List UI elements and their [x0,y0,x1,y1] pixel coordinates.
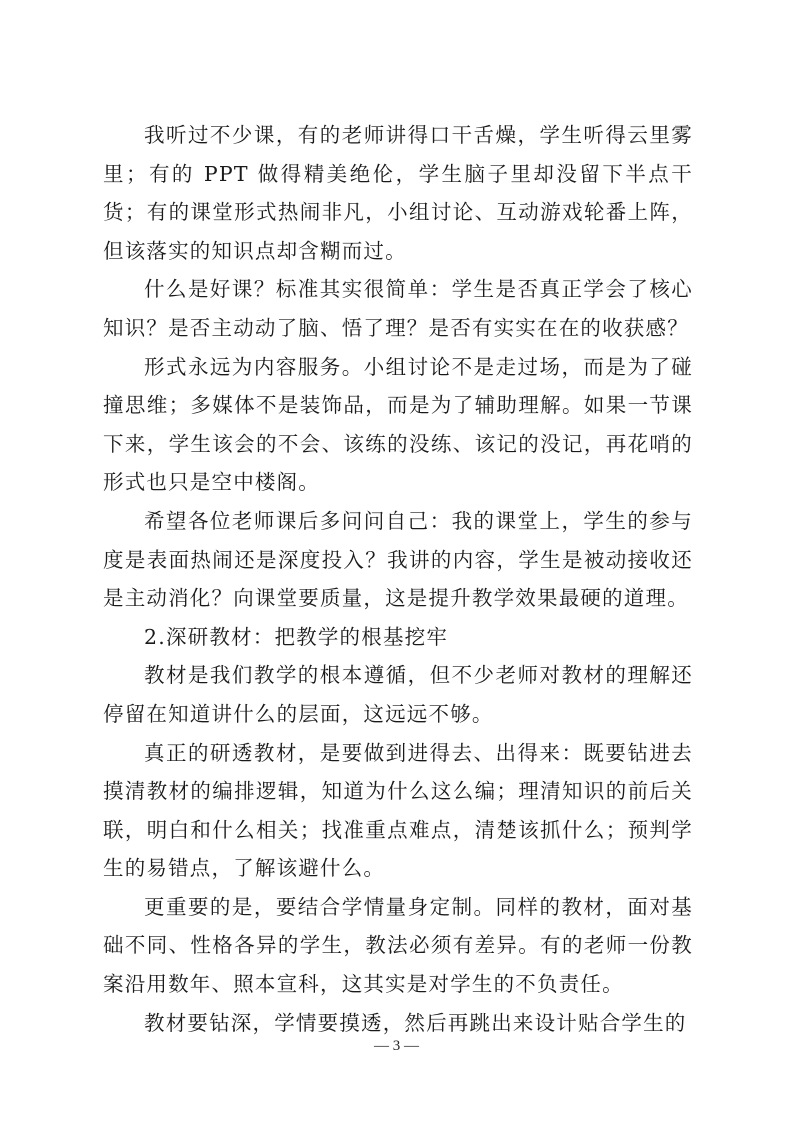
paragraph-1: 我听过不少课，有的老师讲得口干舌燥，学生听得云里雾里；有的 PPT 做得精美绝伦，学生脑子里却没留下半点干货；有的课堂形式热闹非凡，小组讨论、互动游戏轮番上阵，但该落实的知识点却含糊而过。 [103,123,693,263]
paragraph-8: 教材要钻深，学情要摸透，然后再跳出来设计贴合学生的 [144,1010,687,1035]
paragraph-3: 形式永远为内容服务。小组讨论不是走过场，而是为了碰撞思维；多媒体不是装饰品，而是为了辅助理解。如果一节课下来，学生该会的不会、该练的没练、该记的没记，再花哨的形式也只是空中楼阁。 [103,354,693,495]
paragraph-5: 教材是我们教学的根本遵循，但不少老师对教材的理解还停留在知道讲什么的层面，这远远不够。 [103,663,693,726]
body-text [103,116,693,1042]
paragraph-4: 希望各位老师课后多问问自己：我的课堂上，学生的参与度是表面热闹还是深度投入？我讲的内容，学生是被动接收还是主动消化？向课堂要质量，这是提升教学效果最硬的道理。 [103,508,693,611]
paragraph-2: 什么是好课？标准其实很简单：学生是否真正学会了核心知识？是否主动动了脑、悟了理？是否有实实在在的收获感？ [103,277,693,340]
page-number: — 3 — [374,1038,419,1054]
paragraph-7: 更重要的是，要结合学情量身定制。同样的教材，面对基础不同、性格各异的学生，教法必须有差异。有的老师一份教案沿用数年、照本宣科，这其实是对学生的不负责任。 [103,894,693,997]
paragraph-6: 真正的研透教材，是要做到进得去、出得来：既要钻进去摸清教材的编排逻辑，知道为什么这么编；理清知识的前后关联，明白和什么相关；找准重点难点，清楚该抓什么；预判学生的易错点，了解该避什么。 [103,740,693,881]
section-heading: 2.深研教材：把教学的根基挖牢 [144,624,449,649]
